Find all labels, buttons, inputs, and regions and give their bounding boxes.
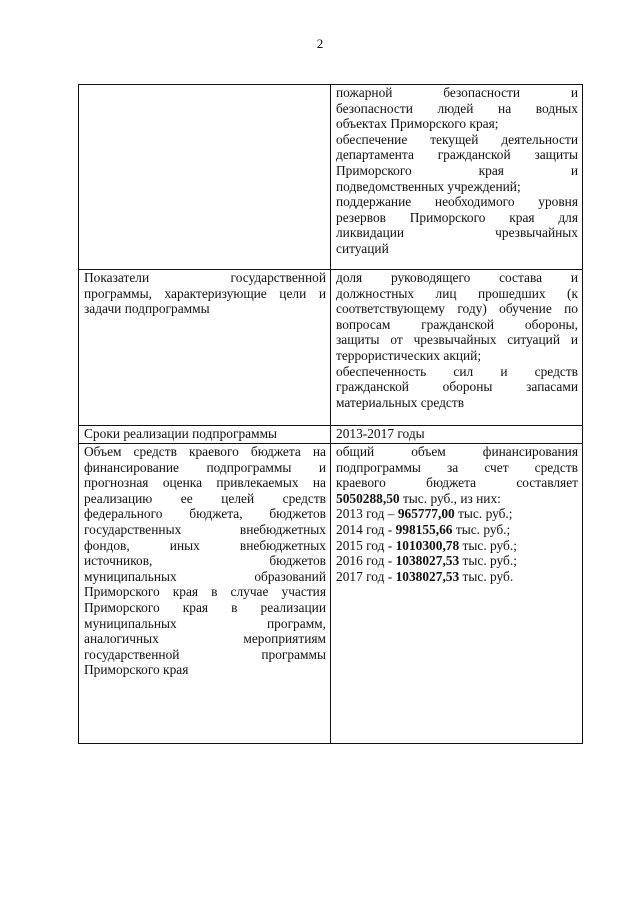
text-line: государственных внебюджетных bbox=[84, 521, 326, 537]
text-line: федерального бюджета, бюджетов bbox=[84, 506, 326, 522]
year-suffix: тыс. руб.; bbox=[452, 521, 511, 537]
funding-total-suffix: тыс. руб., из них: bbox=[399, 490, 501, 506]
text-line: Приморского края в реализации bbox=[84, 599, 326, 615]
text-line: источников, бюджетов bbox=[84, 553, 326, 569]
text-line: муниципальных образований bbox=[84, 568, 326, 584]
text-line: реализацию ее целей средств bbox=[84, 490, 326, 506]
text-line: Показатели государственной bbox=[84, 270, 326, 285]
row-1-label-cell bbox=[79, 85, 331, 270]
funding-total-line bbox=[336, 491, 578, 507]
text-line: Приморского края и bbox=[336, 162, 578, 178]
table-row bbox=[79, 85, 583, 270]
funding-total-amount: 5050288,50 bbox=[336, 490, 400, 506]
text-line: прогнозная оценка привлекаемых на bbox=[84, 475, 326, 491]
text-line: государственной программы bbox=[84, 646, 326, 662]
text-line: гражданской обороны запасами bbox=[336, 379, 578, 395]
text-line: безопасности людей на водных bbox=[336, 100, 578, 116]
table-row bbox=[79, 444, 583, 744]
text-line: должностных лиц прошедших (к bbox=[336, 285, 578, 301]
indicators-label-cell bbox=[79, 270, 331, 426]
text-line: финансирование подпрограммы и bbox=[84, 459, 326, 475]
text-line: вопросам гражданской обороны, bbox=[336, 316, 578, 332]
funding-value-cell bbox=[331, 444, 583, 744]
funding-label-cell bbox=[79, 444, 331, 744]
year-prefix: 2014 год - bbox=[336, 521, 396, 537]
text-line: программы, характеризующие цели и bbox=[84, 285, 326, 301]
year-suffix: тыс. руб.; bbox=[454, 506, 513, 522]
year-prefix: 2017 год - bbox=[336, 568, 396, 584]
text-line: ликвидации чрезвычайных bbox=[336, 225, 578, 241]
text-line: пожарной безопасности и bbox=[336, 85, 578, 100]
year-prefix: 2013 год – bbox=[336, 506, 398, 522]
text-line: доля руководящего состава и bbox=[336, 270, 578, 285]
text-line: материальных средств bbox=[336, 394, 465, 410]
funding-year-line bbox=[336, 553, 578, 569]
page-number: 2 bbox=[316, 36, 324, 51]
year-prefix: 2016 год - bbox=[336, 553, 396, 569]
text-line: Приморского края в случае участия bbox=[84, 584, 326, 600]
text-line: Объем средств краевого бюджета на bbox=[84, 444, 326, 459]
funding-year-line bbox=[336, 538, 578, 554]
year-amount: 998155,66 bbox=[395, 521, 453, 537]
table-row bbox=[79, 270, 583, 426]
text-line: обеспеченность сил и средств bbox=[336, 363, 578, 379]
text-line: ситуаций bbox=[336, 240, 389, 256]
text-line: подведомственных учреждений; bbox=[336, 178, 521, 194]
text-line: подпрограммы за счет средств bbox=[336, 459, 578, 475]
year-amount: 965777,00 bbox=[397, 506, 455, 522]
funding-years-list bbox=[336, 506, 578, 584]
text-line: общий объем финансирования bbox=[336, 444, 578, 459]
funding-year-line bbox=[336, 506, 578, 522]
text-line: департамента гражданской защиты bbox=[336, 147, 578, 163]
year-amount: 1010300,78 bbox=[395, 537, 460, 553]
text-line: задачи подпрограммы bbox=[84, 301, 210, 317]
table-row bbox=[79, 426, 583, 444]
year-suffix: тыс. руб.; bbox=[459, 537, 517, 553]
terms-value-cell bbox=[331, 426, 583, 444]
text-line: муниципальных программ, bbox=[84, 615, 326, 631]
row-1-value-cell bbox=[331, 85, 583, 270]
funding-intro bbox=[336, 444, 578, 491]
text-line: краевого бюджета составляет bbox=[336, 475, 578, 491]
year-amount: 1038027,53 bbox=[395, 568, 460, 584]
program-passport-table bbox=[78, 84, 583, 744]
text-line: фондов, иных внебюджетных bbox=[84, 537, 326, 553]
text-line: соответствующему году) обучение по bbox=[336, 301, 578, 317]
text-line: обеспечение текущей деятельности bbox=[336, 131, 578, 147]
year-prefix: 2015 год - bbox=[336, 537, 396, 553]
year-suffix: тыс. руб. bbox=[459, 568, 514, 584]
text-line: аналогичных мероприятиям bbox=[84, 631, 326, 647]
year-amount: 1038027,53 bbox=[395, 553, 460, 569]
text-line: поддержание необходимого уровня bbox=[336, 194, 578, 210]
text-line: объектах Приморского края; bbox=[336, 116, 499, 132]
text-line: террористических акций; bbox=[336, 347, 482, 363]
funding-year-line bbox=[336, 522, 578, 538]
text-line: резервов Приморского края для bbox=[336, 209, 578, 225]
funding-year-line bbox=[336, 569, 578, 585]
text-line: Сроки реализации подпрограммы bbox=[84, 426, 278, 441]
text-line: Приморского края bbox=[84, 662, 189, 678]
text-line: защиты от чрезвычайных ситуаций и bbox=[336, 332, 578, 348]
text-line: 2013-2017 годы bbox=[336, 426, 425, 441]
year-suffix: тыс. руб.; bbox=[459, 553, 517, 569]
terms-label-cell bbox=[79, 426, 331, 444]
indicators-value-cell bbox=[331, 270, 583, 426]
